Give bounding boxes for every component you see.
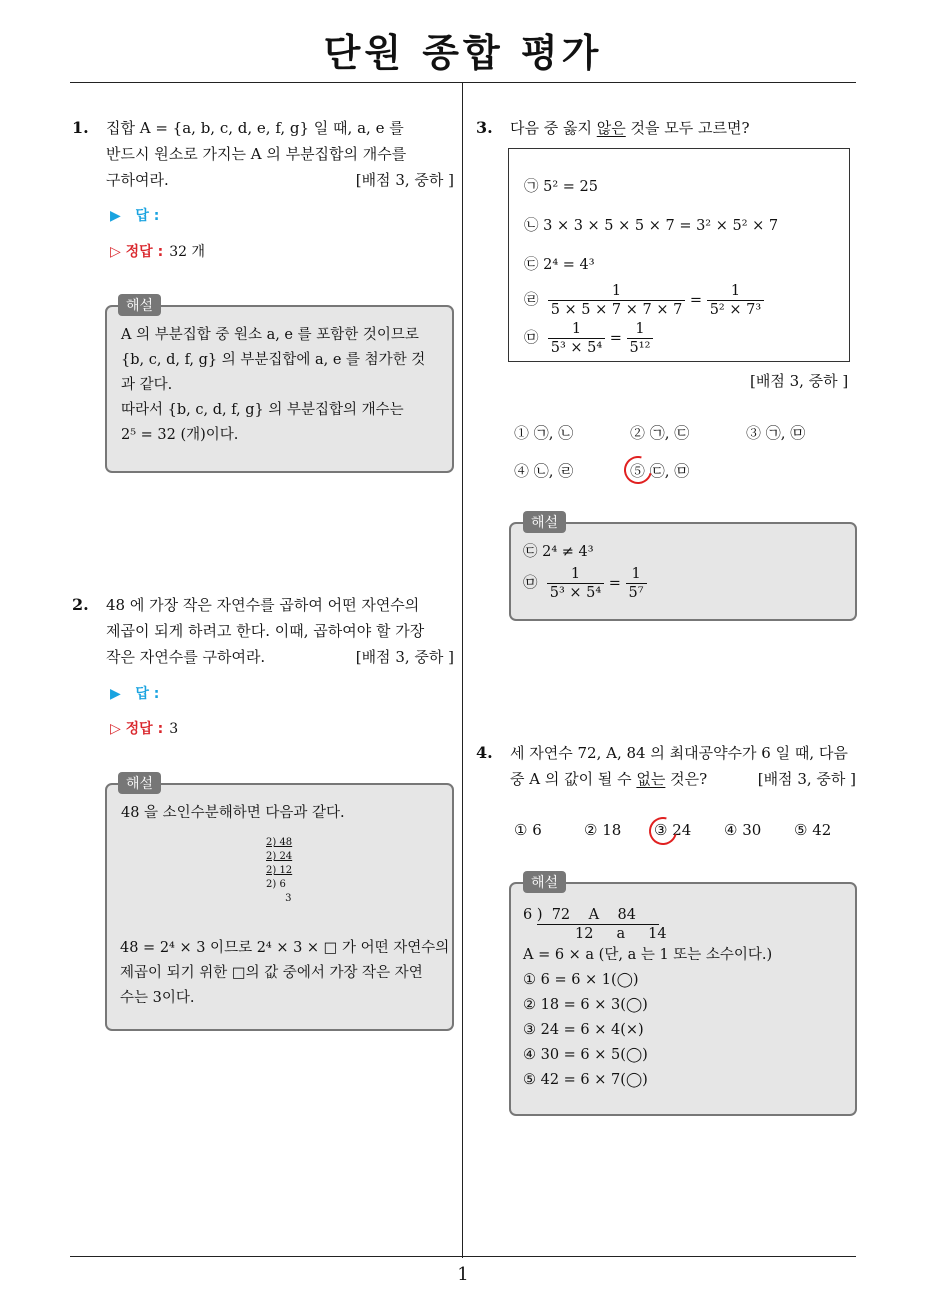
question-4-line-2: 중 A 의 값이 될 수 [510,770,637,788]
question-1-meta: [배점 3, 중하 ] [355,171,454,189]
question-2-line-2: 제곱이 되게 하려고 한다. 이때, 곱하여야 할 가장 [106,622,425,640]
question-3-option-3[interactable]: ③ ㉠, ㉤ [746,424,806,442]
numerator: 1 [707,282,764,301]
question-2-meta: [배점 3, 중하 ] [355,648,454,666]
gcd-quotients: 12 a 14 [537,924,659,943]
statement-c: ㉢ 2⁴ = 4³ [524,257,595,273]
explanation-tag: 해설 [118,294,161,316]
explain-line: ③ 24 = 6 × 4(×) [523,1022,644,1038]
explain-line: ㉢ 2⁴ ≠ 4³ [523,544,594,560]
bottom-rule [70,1256,856,1257]
ladder-step: 3 [266,893,292,904]
fraction [707,282,764,319]
fraction [548,282,686,319]
explain-line: ① 6 = 6 × 1(◯) [523,972,639,988]
explain-e-mark: ㉤ [523,575,538,592]
question-3-meta: [배점 3, 중하 ] [750,372,849,390]
fraction [547,565,604,602]
question-3-option-5[interactable]: ⑤ ㉢, ㉤ [630,462,690,480]
question-3-stem-end: 것을 모두 고르면? [625,119,750,137]
question-4-text [510,740,856,792]
question-3-explanation-box [509,522,857,621]
question-4-option-3[interactable]: ③ 24 [654,821,692,839]
question-3-option-4[interactable]: ④ ㉡, ㉣ [514,462,574,480]
gcd-division: 6 ) 72 A 84 [523,907,636,923]
explanation-tag: 해설 [118,772,161,794]
question-4-meta: [배점 3, 중하 ] [757,770,856,788]
numerator: 1 [627,320,654,339]
ladder-step: 2) 12 [266,865,293,876]
question-4-option-2[interactable]: ② 18 [584,821,622,839]
play-outline-icon: ▷ [110,244,121,260]
question-4-number: 4. [476,743,493,762]
explain-line: A 의 부분집합 중 원소 a, e 를 포함한 것이므로 [121,327,419,343]
question-2-explanation-after [120,936,450,1011]
statement-d: ㉣ $\frac{1}{5 \times 5 \times 7 \times 7 \times 7}$ = $\frac{1}{\text{5² × 7³}}$ [524,282,764,319]
correct-value: 32 개 [169,244,205,260]
question-3-number: 3. [476,118,493,137]
numerator: 1 [548,282,686,301]
fraction [548,320,605,357]
top-rule [70,82,856,83]
statement-b: ㉡ 3 × 3 × 5 × 5 × 7 = 3² × 5² × 7 [524,218,779,234]
page-number: 1 [457,1264,469,1285]
question-3-stem-underlined: 않은 [596,119,626,137]
question-4-option-4[interactable]: ④ 30 [724,821,762,839]
denominator: 5³ × 5⁴ [549,585,602,601]
ladder-step: 2) 24 [266,851,293,862]
explain-line: 제곱이 되기 위한 □의 값 중에서 가장 작은 자연 [120,965,423,981]
play-icon: ▶ [110,208,121,224]
question-2-text [106,592,454,670]
explain-line: ⑤ 42 = 6 × 7(◯) [523,1072,648,1088]
play-outline-icon: ▷ [110,721,121,737]
explain-line: 따라서 {b, c, d, f, g} 의 부분집합의 개수는 [121,402,404,418]
denominator: 5³ × 5⁴ [550,340,603,356]
explain-line: 2⁵ = 32 (개)이다. [121,427,239,443]
question-1-explanation-box [105,305,454,473]
denominator: 5 × 5 × 7 × 7 × 7 [550,302,683,318]
answer-label: 답 : [135,208,160,224]
column-divider [462,82,463,1258]
statement-e: ㉤ $\frac{1}{\text{5³ × 5⁴}}$ = $\frac{1}{\text{5¹²}}$ [524,320,653,357]
question-2-number: 2. [72,595,89,614]
question-1-correct-answer [110,241,205,261]
question-4-option-5[interactable]: ⑤ 42 [794,821,832,839]
division-ladder [266,836,292,906]
question-1-answer-field[interactable] [110,205,159,225]
explain-line: 48 을 소인수분해하면 다음과 같다. [121,805,345,821]
numerator: 1 [626,565,647,584]
fraction [627,320,654,357]
statement-d-mark: ㉣ [524,292,539,309]
question-2-answer-field[interactable] [110,683,159,703]
question-4-explanation-box [509,882,857,1116]
page-title: 단원 종합 평가 [323,31,603,75]
question-3-option-2[interactable]: ② ㉠, ㉢ [630,424,690,442]
question-1-line-1: 집합 A = {a, b, c, d, e, f, g} 일 때, a, e 를 [106,119,404,137]
numerator: 1 [547,565,604,584]
explain-line: 수는 3이다. [120,990,195,1006]
denominator: 5² × 7³ [709,302,762,318]
explain-line: 과 같다. [121,377,173,393]
explanation-tag: 해설 [523,871,566,893]
statement-a: ㉠ 5² = 25 [524,179,598,195]
fraction [626,565,647,602]
question-3-stem: 다음 중 옳지 [510,119,597,137]
explain-line: ④ 30 = 6 × 5(◯) [523,1047,648,1063]
explain-line: ㉤ $\frac{1}{\text{5³ × 5⁴}}$ = $\frac{1}{\text{5⁷}}$ [523,565,843,602]
explanation-tag: 해설 [523,511,566,533]
question-4-line-2-end: 것은? [665,770,708,788]
explain-line: {b, c, d, f, g} 의 부분집합에 a, e 를 첨가한 것 [121,352,426,368]
explain-line: ② 18 = 6 × 3(◯) [523,997,648,1013]
denominator: 5⁷ [628,585,644,601]
question-2-line-1: 48 에 가장 작은 자연수를 곱하여 어떤 자연수의 [106,596,420,614]
statement-e-mark: ㉤ [524,330,539,347]
explain-line: A = 6 × a (단, a 는 1 또는 소수이다.) [523,947,773,963]
question-1-text [106,115,454,193]
numerator: 1 [548,320,605,339]
ladder-step: 2) 6 [266,879,286,890]
correct-value: 3 [169,721,179,737]
correct-label: 정답 : [125,244,164,260]
question-2-line-3: 작은 자연수를 구하여라. [106,648,266,666]
question-1-line-3: 구하여라. [106,171,169,189]
question-3-option-1[interactable]: ① ㉠, ㉡ [514,424,574,442]
question-1-number: 1. [72,118,89,137]
selected-answer-mark-icon [619,451,657,489]
correct-label: 정답 : [125,721,164,737]
explain-line: 48 = 2⁴ × 3 이므로 2⁴ × 3 × □ 가 어떤 자연수의 [120,940,450,956]
question-2-correct-answer [110,718,178,738]
ladder-step: 2) 48 [266,837,293,848]
question-1-line-2: 반드시 원소로 가지는 A 의 부분집합의 개수를 [106,145,407,163]
denominator: 5¹² [629,340,651,356]
play-icon: ▶ [110,686,121,702]
question-4-line-1: 세 자연수 72, A, 84 의 최대공약수가 6 일 때, 다음 [510,744,848,762]
question-3-text [510,115,856,141]
question-4-underlined: 없는 [636,770,666,788]
selected-answer-mark-icon [644,812,682,850]
answer-label: 답 : [135,686,160,702]
question-4-option-1[interactable]: ① 6 [514,821,542,839]
